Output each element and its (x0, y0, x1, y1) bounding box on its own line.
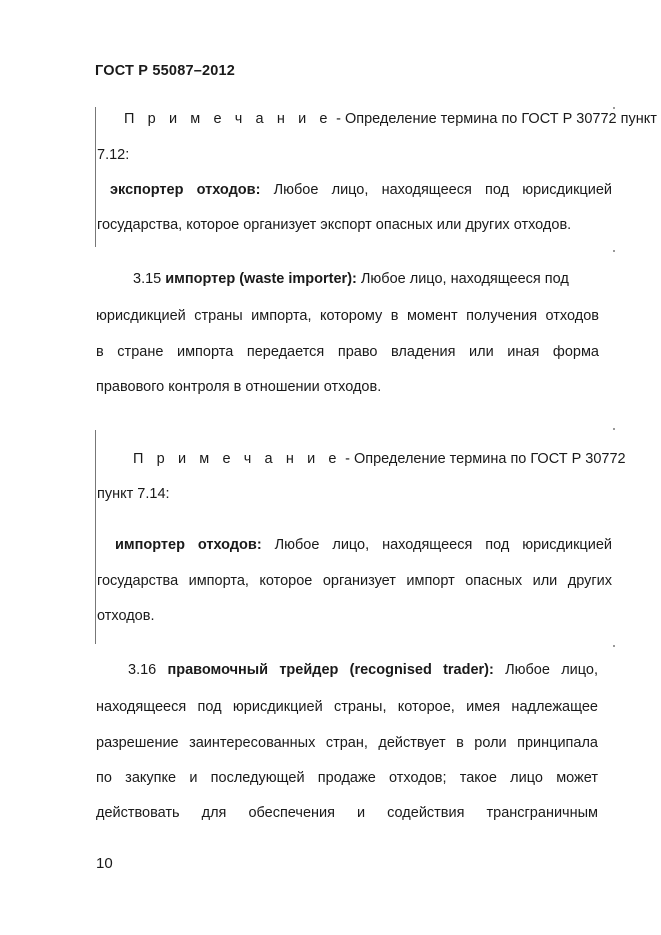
note-2-label: П р и м е ч а н и е (133, 451, 342, 467)
section-3-16-line-3: разрешение заинтересованных стран, действует в роли принципала (96, 735, 598, 751)
section-3-15-line-2: юрисдикцией страны импорта, которому в момент получения отходов (96, 308, 599, 324)
document-header: ГОСТ Р 55087–2012 (95, 63, 236, 79)
note-1-line-3 (110, 181, 612, 199)
note-2-line-1 (133, 450, 626, 468)
note-2-line-3 (115, 536, 612, 554)
section-3-15-line-1 (133, 270, 569, 288)
section-3-16-line-5: действовать для обеспечения и содействия трансграничным (96, 805, 598, 821)
section-3-16-line-1 (128, 661, 598, 679)
section-3-16-term: правомочный трейдер (recognised trader): (167, 662, 494, 678)
note-1-corner-mark (613, 250, 615, 252)
note-1-label: П р и м е ч а н и е (124, 111, 333, 127)
note-2-def-1: Любое лицо, находящееся под юрисдикцией (261, 537, 612, 553)
note-1-line-4: государства, которое организует экспорт опасных или других отходов. (97, 217, 572, 233)
page-number: 10 (96, 855, 113, 872)
section-3-15-line-3: в стране импорта передается право владения или иная форма (96, 344, 599, 360)
note-2-line-5: отходов. (97, 608, 155, 624)
note-2-text: - Определение термина по ГОСТ Р 30772 (341, 451, 626, 467)
note-2-line-4: государства импорта, которое организует импорт опасных или других (97, 573, 612, 589)
note-1-text: - Определение термина по ГОСТ Р 30772 пункт (332, 111, 657, 127)
section-3-16-line-4: по закупке и последующей продаже отходов; такое лицо может (96, 770, 598, 786)
section-3-16-number: 3.16 (128, 662, 168, 678)
note-1-corner-mark (613, 107, 615, 109)
note-1-def-1: Любое лицо, находящееся под юрисдикцией (260, 182, 612, 198)
note-1-line-1 (124, 110, 657, 128)
section-3-16-text: Любое лицо, (493, 662, 598, 678)
note-2-corner-mark (613, 645, 615, 647)
note-2-term: импортер отходов: (115, 537, 262, 553)
section-3-15-term: импортер (waste importer): (165, 271, 357, 287)
section-3-15-text: Любое лицо, находящееся под (356, 271, 569, 287)
section-3-15-line-4: правового контроля в отношении отходов. (96, 379, 382, 395)
note-2-corner-mark (613, 428, 615, 430)
note-1-term: экспортер отходов: (110, 182, 261, 198)
note-1-line-2: 7.12: (97, 147, 130, 163)
section-3-15-number: 3.15 (133, 271, 166, 287)
note-1-bar (95, 107, 96, 247)
note-2-line-2: пункт 7.14: (97, 486, 170, 502)
note-2-bar (95, 430, 96, 644)
section-3-16-line-2: находящееся под юрисдикцией страны, которое, имея надлежащее (96, 699, 598, 715)
